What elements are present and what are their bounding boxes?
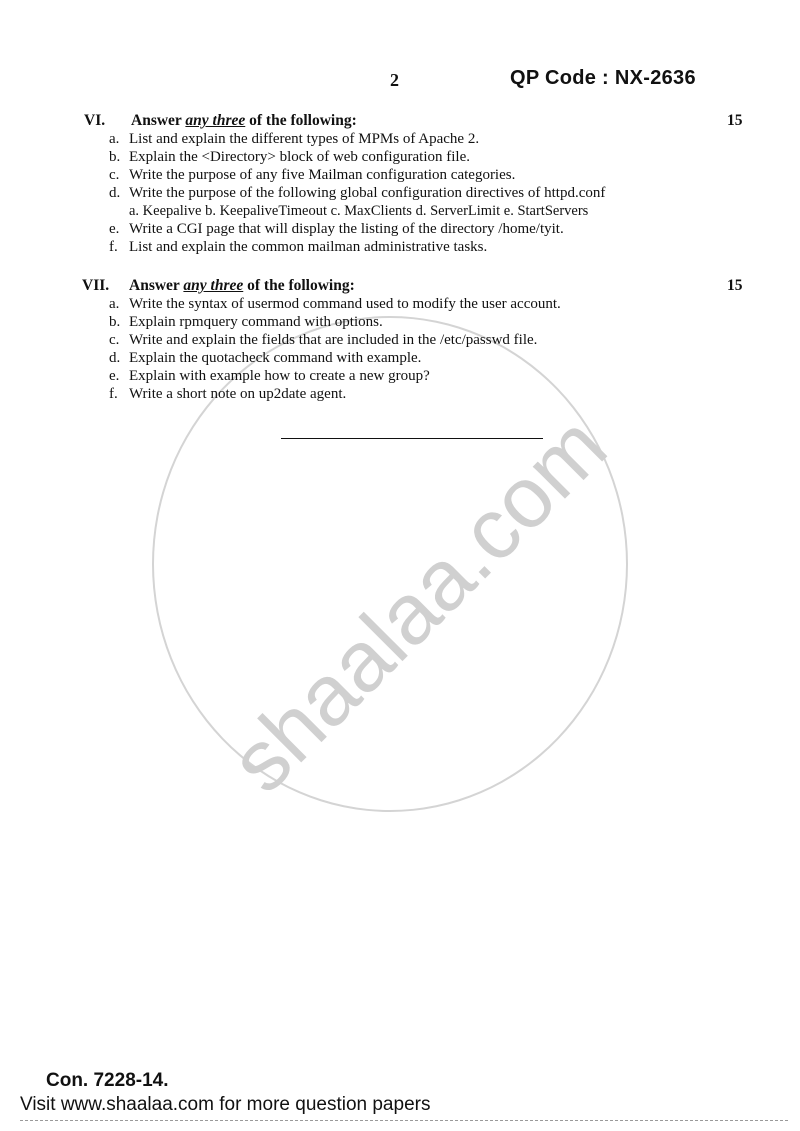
watermark-text: shaalaa.com bbox=[212, 397, 625, 811]
item-text: Explain with example how to create a new group? bbox=[129, 368, 430, 384]
item-letter: d. bbox=[109, 185, 121, 201]
item-text: Explain the quotacheck command with example. bbox=[129, 350, 422, 366]
page-number: 2 bbox=[390, 70, 399, 90]
item-letter: a. bbox=[109, 131, 120, 147]
item-text: Write a CGI page that will display the listing of the directory /home/tyit. bbox=[129, 221, 564, 237]
item-text: List and explain the common mailman administrative tasks. bbox=[129, 239, 488, 255]
question-number: VII. bbox=[82, 277, 110, 294]
footer-divider bbox=[20, 1120, 788, 1121]
question-number: VI. bbox=[84, 112, 106, 129]
item-text: Explain the <Directory> block of web configuration file. bbox=[129, 149, 470, 165]
item-text: Write and explain the fields that are included in the /etc/passwd file. bbox=[129, 332, 538, 348]
item-letter: b. bbox=[109, 149, 121, 165]
con-code: Con. 7228-14. bbox=[46, 1070, 169, 1091]
item-text: Write the purpose of any five Mailman configuration categories. bbox=[129, 167, 516, 183]
item-letter: e. bbox=[109, 221, 120, 237]
marks: 15 bbox=[727, 277, 743, 294]
item-letter: e. bbox=[109, 368, 120, 384]
item-letter: f. bbox=[109, 386, 118, 402]
item-letter: c. bbox=[109, 167, 120, 183]
item-text: Write the purpose of the following global configuration directives of httpd.conf bbox=[129, 185, 606, 201]
item-letter: f. bbox=[109, 239, 118, 255]
marks: 15 bbox=[727, 112, 743, 129]
item-subline: a. Keepalive b. KeepaliveTimeout c. MaxClients d. ServerLimit e. StartServers bbox=[129, 203, 589, 219]
item-letter: d. bbox=[109, 350, 121, 366]
item-text: Explain rpmquery command with options. bbox=[129, 314, 383, 330]
item-text: Write the syntax of usermod command used to modify the user account. bbox=[129, 296, 561, 312]
item-letter: a. bbox=[109, 296, 120, 312]
item-letter: c. bbox=[109, 332, 120, 348]
item-text: List and explain the different types of MPMs of Apache 2. bbox=[129, 131, 480, 147]
qp-code: QP Code : NX-2636 bbox=[510, 67, 696, 89]
question-instruction: Answer any three of the following: bbox=[129, 277, 355, 294]
item-letter: b. bbox=[109, 314, 121, 330]
footer-link[interactable]: Visit www.shaalaa.com for more question papers bbox=[20, 1094, 431, 1115]
question-instruction: Answer any three of the following: bbox=[131, 112, 357, 129]
item-text: Write a short note on up2date agent. bbox=[129, 386, 347, 402]
end-divider bbox=[281, 438, 543, 439]
